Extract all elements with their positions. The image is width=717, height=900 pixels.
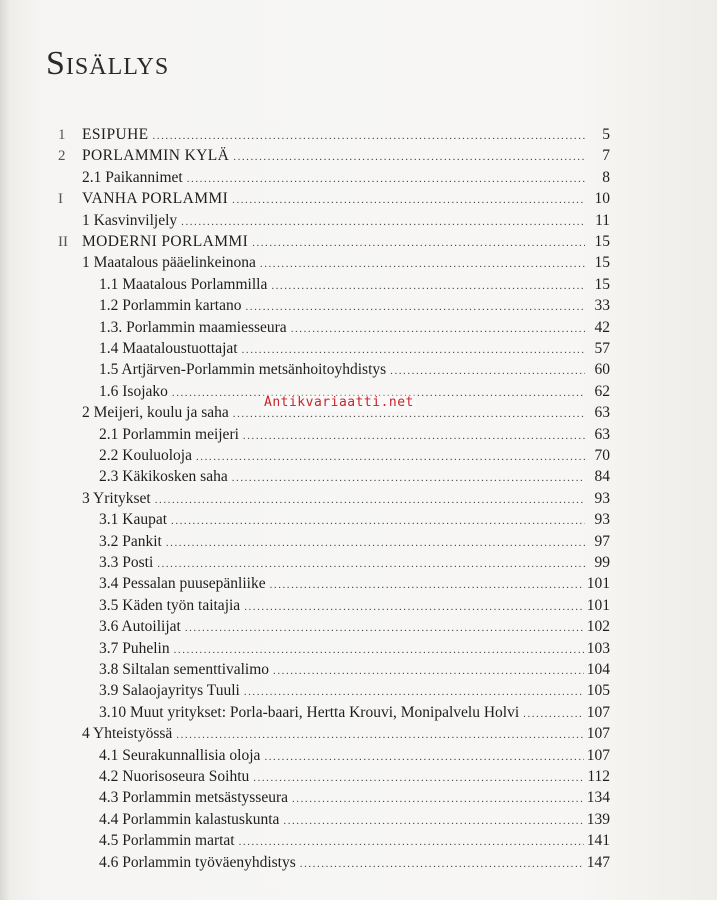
toc-entry-page: 62 — [594, 382, 610, 400]
dot-leader — [253, 767, 584, 789]
toc-entry-label: 1.5 Artjärven-Porlammin metsänhoitoyhdistys — [99, 361, 387, 379]
toc-entry-label: 1.1 Maatalous Porlammilla — [99, 275, 268, 293]
toc-entry-label: 3.3 Posti — [99, 554, 154, 571]
toc-entry — [99, 702, 610, 724]
dot-leader — [390, 360, 585, 382]
toc-entry — [99, 809, 610, 831]
dot-leader — [196, 446, 585, 468]
toc-entry-label: 1.2 Porlammin kartano — [99, 297, 242, 315]
toc-entry-page: 99 — [594, 554, 610, 571]
toc-entry-label: VANHA PORLAMMI — [82, 190, 229, 208]
toc-entry-label: 2 Meijeri, koulu ja saha — [82, 404, 229, 422]
dot-leader — [271, 275, 585, 297]
dot-leader — [292, 788, 584, 810]
toc-entry-page: 103 — [586, 639, 610, 657]
toc-entry — [58, 188, 610, 210]
toc-entry-label: 3.5 Käden työn taitajia — [99, 596, 241, 614]
toc-entry — [99, 552, 610, 574]
toc-entry — [99, 445, 610, 467]
toc-entry — [99, 424, 610, 446]
toc-entry — [58, 124, 610, 146]
dot-leader — [171, 510, 585, 532]
toc-entry — [99, 317, 610, 339]
toc-entry-label: 4.4 Porlammin kalastuskunta — [99, 810, 280, 828]
toc-entry-label: 2.1 Paikannimet — [82, 168, 183, 186]
dot-leader — [176, 724, 583, 746]
toc-entry — [99, 531, 610, 553]
toc-entry — [58, 231, 610, 253]
toc-entry-label: 1.3. Porlammin maamiesseura — [99, 318, 287, 336]
toc-entry-label: 3.10 Muut yritykset: Porla-baari, Hertta Krouvi, Monipalvelu Holvi — [99, 703, 520, 721]
toc-entry-page: 107 — [586, 725, 610, 743]
toc-entry-number: 2 — [58, 148, 66, 165]
toc-entry — [99, 274, 610, 296]
dot-leader — [155, 489, 585, 511]
toc-entry-page: 8 — [602, 168, 610, 186]
toc-entry-label: ESIPUHE — [82, 126, 149, 143]
dot-leader — [239, 831, 584, 853]
toc-entry — [82, 723, 610, 745]
toc-entry — [99, 338, 610, 360]
toc-entry-number: I — [58, 191, 63, 208]
dot-leader — [273, 660, 584, 682]
toc-entry — [82, 488, 610, 510]
toc-entry — [58, 145, 610, 167]
toc-entry-label: 3.9 Salaojayritys Tuuli — [99, 682, 240, 700]
toc-entry-page: 33 — [594, 297, 610, 315]
toc-entry — [99, 830, 610, 852]
dot-leader — [283, 810, 583, 832]
toc-entry-label: 4.1 Seurakunnallisia oloja — [99, 746, 261, 764]
dot-leader — [166, 532, 585, 554]
toc-entry — [99, 766, 610, 788]
toc-entry — [99, 638, 610, 660]
toc-entry-label: 1 Kasvinviljely — [82, 211, 178, 229]
dot-leader — [244, 681, 584, 703]
toc-entry — [99, 852, 610, 874]
dot-leader — [153, 125, 585, 147]
dot-leader — [252, 232, 585, 254]
toc-entry — [82, 252, 610, 274]
dot-leader — [232, 189, 585, 211]
toc-entry-page: 107 — [586, 703, 610, 721]
toc-entry-number: II — [58, 234, 68, 250]
toc-entry — [99, 787, 610, 809]
dot-leader — [157, 553, 585, 575]
toc-entry-page: 5 — [602, 126, 610, 143]
toc-entry-label: 3.1 Kaupat — [99, 511, 168, 529]
toc-entry — [99, 595, 610, 617]
toc-entry-label: 1 Maatalous pääelinkeinona — [82, 254, 256, 272]
toc-entry-label: 4.5 Porlammin martat — [99, 832, 235, 850]
toc-entry-page: 97 — [594, 532, 610, 550]
dot-leader — [181, 211, 585, 233]
toc-entry — [82, 167, 610, 189]
toc-entry-page: 141 — [586, 832, 610, 850]
toc-entry-page: 70 — [594, 447, 610, 464]
dot-leader — [243, 425, 585, 447]
toc-entry-page: 57 — [594, 340, 610, 357]
toc-entry-label: 4.2 Nuorisoseura Soihtu — [99, 768, 250, 785]
toc-entry-page: 105 — [586, 682, 610, 700]
toc-entry-page: 42 — [594, 318, 610, 336]
dot-leader — [185, 617, 584, 639]
toc-entry-page: 139 — [586, 810, 610, 828]
page-title: Sisällys — [46, 44, 170, 82]
toc-entry — [99, 745, 610, 767]
toc-entry-page: 134 — [586, 789, 610, 807]
toc-entry-label: 3.8 Siltalan sementtivalimo — [99, 661, 270, 678]
dot-leader — [270, 574, 584, 596]
toc-entry — [99, 659, 610, 681]
toc-entry-page: 112 — [587, 768, 610, 785]
dot-leader — [233, 146, 585, 168]
toc-entry-page: 15 — [594, 275, 610, 293]
toc-entry-page: 15 — [594, 254, 610, 272]
toc-entry — [99, 295, 610, 317]
toc-entry-label: 4.3 Porlammin metsästysseura — [99, 789, 288, 807]
toc-entry-page: 84 — [594, 468, 610, 486]
toc-entry — [82, 210, 610, 232]
dot-leader — [187, 168, 585, 190]
toc-entry-label: 2.3 Käkikosken saha — [99, 468, 228, 486]
toc-entry-page: 101 — [586, 596, 610, 614]
dot-leader — [244, 596, 584, 618]
toc-entry — [99, 466, 610, 488]
toc-entry-page: 11 — [595, 211, 610, 229]
toc-entry-label: 4 Yhteistyössä — [82, 725, 173, 743]
toc-entry-label: 3 Yritykset — [82, 489, 151, 507]
toc-entry-label: 3.6 Autoilijat — [99, 618, 181, 636]
toc-entry-label: 4.6 Porlammin työväenyhdistys — [99, 853, 296, 871]
dot-leader — [242, 339, 585, 361]
dot-leader — [246, 296, 586, 318]
dot-leader — [264, 746, 583, 768]
dot-leader — [300, 853, 584, 875]
toc-entry-page: 15 — [594, 233, 610, 250]
toc-entry-page: 10 — [594, 190, 610, 208]
toc-entry — [99, 359, 610, 381]
dot-leader — [232, 467, 585, 489]
toc-entry — [99, 573, 610, 595]
dot-leader — [523, 703, 584, 725]
toc-entry-label: 2.2 Kouluoloja — [99, 447, 192, 464]
toc-entry-page: 104 — [586, 661, 610, 678]
toc-entry-label: 2.1 Porlammin meijeri — [99, 425, 239, 443]
toc-entry-label: MODERNI PORLAMMI — [82, 233, 249, 250]
toc-entry — [99, 616, 610, 638]
toc-entry-page: 93 — [594, 489, 610, 507]
dot-leader — [260, 253, 585, 275]
toc-entry-page: 147 — [586, 853, 610, 871]
toc-entry-page: 93 — [594, 511, 610, 529]
toc-entry-page: 107 — [586, 746, 610, 764]
toc-entry-label: 3.2 Pankit — [99, 532, 162, 550]
watermark: Antikvariaatti.net — [264, 395, 414, 410]
dot-leader — [291, 318, 585, 340]
toc-entry — [99, 680, 610, 702]
toc-entry-label: 3.7 Puhelin — [99, 639, 170, 657]
toc-entry-label: PORLAMMIN KYLÄ — [82, 147, 230, 165]
toc-entry-page: 63 — [594, 404, 610, 422]
dot-leader — [174, 639, 584, 661]
toc-entry-page: 102 — [586, 618, 610, 636]
toc-entry-label: 3.4 Pessalan puusepänliike — [99, 575, 266, 593]
toc-entry-number: 1 — [58, 127, 66, 143]
toc-entry-page: 63 — [594, 425, 610, 443]
toc-entry — [99, 509, 610, 531]
page-binding-shadow — [0, 0, 10, 900]
toc-entry-page: 7 — [602, 147, 610, 165]
toc-entry-label: 1.6 Isojako — [99, 382, 168, 400]
toc-entry-label: 1.4 Maataloustuottajat — [99, 340, 238, 357]
toc-entry-page: 60 — [594, 361, 610, 379]
toc-entry-page: 101 — [586, 575, 610, 593]
